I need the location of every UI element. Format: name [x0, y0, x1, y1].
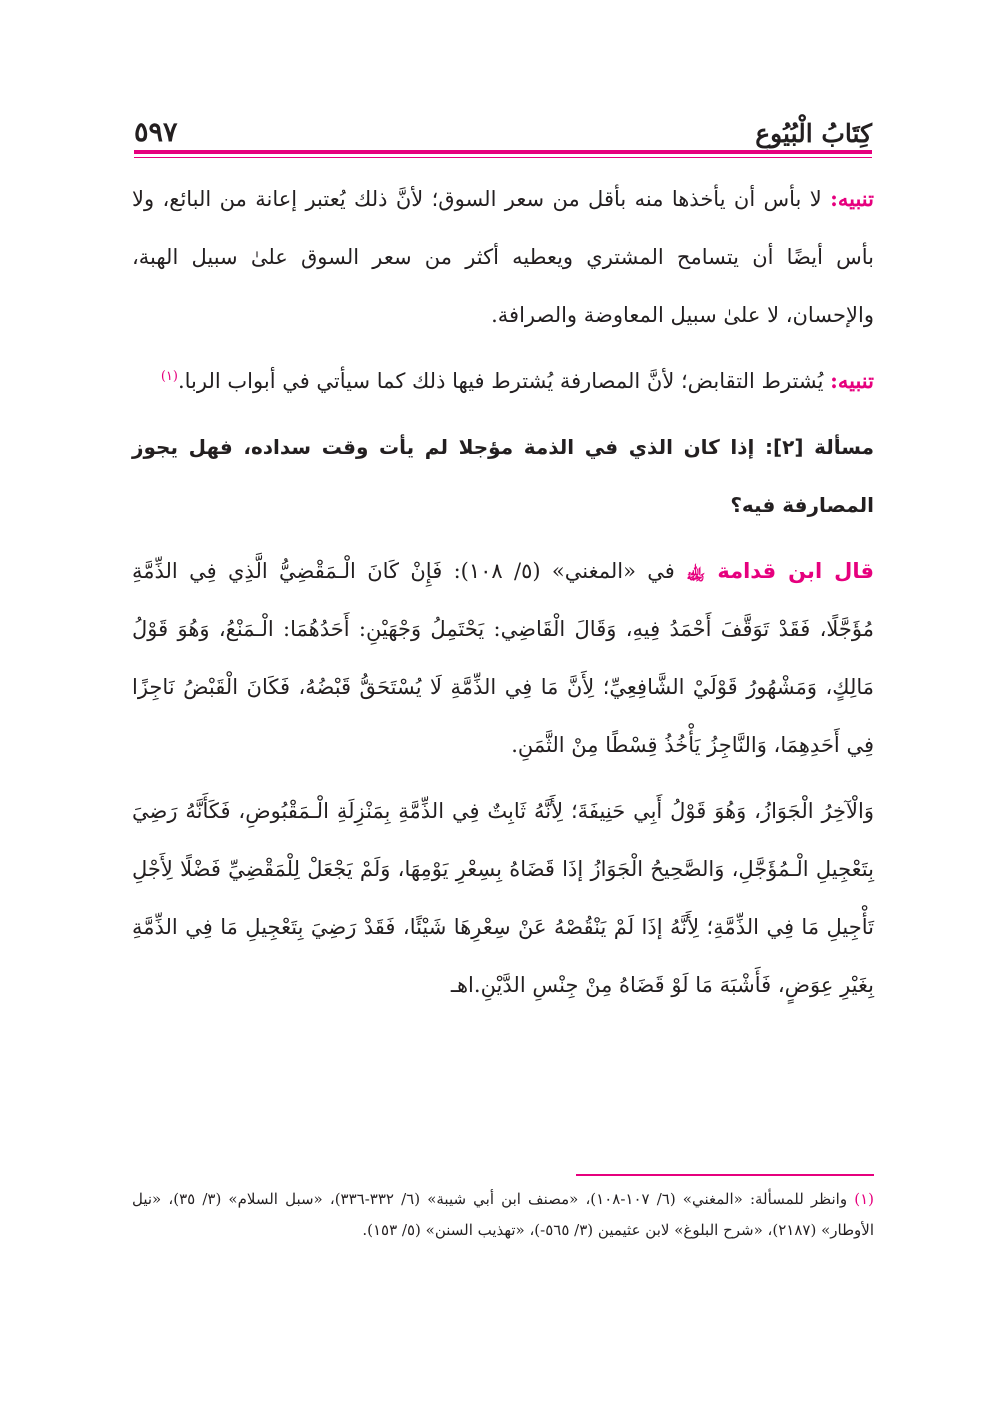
quote-text: فَإِنْ كَانَ الْـمَقْضِيُّ الَّذِي فِي الذِّمَّةِ مُؤَجَّلًا، فَقَدْ تَوَقَّفَ أَحْمَدُ فِيهِ، وَقَالَ الْقَاضِي: يَحْتَمِلُ وَجْهَيْنِ: أَحَدُهُمَا: الْـمَنْعُ، وَهُوَ قَوْلُ مَالِكٍ، وَمَشْهُورُ قَوْلَيْ الشَّافِعِيِّ؛ لِأَنَّ مَا فِي الذِّمَّةِ لَا يُسْتَحَقُّ قَبْضُهُ، فَكَانَ الْقَبْضُ نَاجِزًا فِي أَحَدِهِمَا، وَالنَّاجِزُ يَأْخُذُ قِسْطًا مِنْ الثَّمَنِ.	[132, 559, 874, 757]
footnote-separator	[576, 1174, 874, 1176]
note-paragraph-1	[132, 170, 874, 344]
header-rule-thin	[134, 157, 872, 158]
quote-paragraph-2	[132, 782, 874, 1014]
note-label: تنبيه:	[830, 368, 874, 393]
quote-end: اهـ	[450, 973, 474, 997]
note-paragraph-2	[132, 352, 874, 410]
footnote-number: (١)	[854, 1190, 874, 1208]
page-header	[134, 108, 872, 152]
footnote-text: وانظر للمسألة: «المغني» (٦/ ١٠٧-١٠٨)، «مصنف ابن أبي شيبة» (٦/ ٣٣٢-٣٣٦)، «سبل السلام» (٣/ ٣٥)، «نيل الأوطار» (٢١٨٧)، «شرح البلوغ» لابن عثيمين (٣/ ٥٦٥-)، «تهذيب السنن» (٥/ ١٥٣).	[132, 1190, 874, 1239]
quote-speaker: قال ابن قدامة ﵀	[686, 559, 874, 583]
body-text	[132, 170, 874, 1022]
footnote-ref[interactable]: (١)	[160, 369, 178, 384]
quote-intro: في «المغني» (٥/ ١٠٨):	[442, 559, 687, 583]
note-label: تنبيه:	[830, 186, 874, 211]
quote-text-2: وَالْآخِرُ الْجَوَازُ، وَهُوَ قَوْلُ أَبِي حَنِيفَةَ؛ لِأَنَّهُ ثَابِتٌ فِي الذِّمَّةِ بِمَنْزِلَةِ الْـمَقْبُوضِ، فَكَأَنَّهُ رَضِيَ بِتَعْجِيلِ الْـمُؤَجَّلِ، وَالصَّحِيحُ الْجَوَازُ إذَا قَضَاهُ بِسِعْرِ يَوْمِهَا، وَلَمْ يَجْعَلْ لِلْمَقْضِيِّ فَضْلًا لِأَجْلِ تَأْجِيلِ مَا فِي الذِّمَّةِ؛ لِأَنَّهُ إذَا لَمْ يَنْقُصْهُ عَنْ سِعْرِهَا شَيْئًا، فَقَدْ رَضِيَ بِتَعْجِيلِ مَا فِي الذِّمَّةِ بِغَيْرِ عِوَضٍ، فَأَشْبَهَ مَا لَوْ قَضَاهُ مِنْ جِنْسِ الدَّيْنِ.	[132, 799, 874, 997]
note-text: يُشترط التقابض؛ لأنَّ المصارفة يُشترط فيها ذلك كما سيأتي في أبواب الربا.	[177, 369, 831, 393]
header-rule-thick	[134, 150, 872, 154]
footnote	[132, 1184, 874, 1246]
question-heading: مسألة [٢]: إذا كان الذي في الذمة مؤجلا لم يأت وقت سداده، فهل يجوز المصارفة فيه؟	[132, 435, 874, 517]
note-text: لا بأس أن يأخذها منه بأقل من سعر السوق؛ لأنَّ ذلك يُعتبر إعانة من البائع، ولا بأس أيضًا أن يتسامح المشتري ويعطيه أكثر من سعر السوق علىٰ سبيل الهبة، والإحسان، لا علىٰ سبيل المعاوضة والصرافة.	[132, 187, 874, 327]
quote-paragraph-1	[132, 542, 874, 774]
page-number: ٥٩٧	[134, 117, 178, 148]
book-title: كِتَابُ الْبُيُوعِ	[755, 119, 872, 148]
